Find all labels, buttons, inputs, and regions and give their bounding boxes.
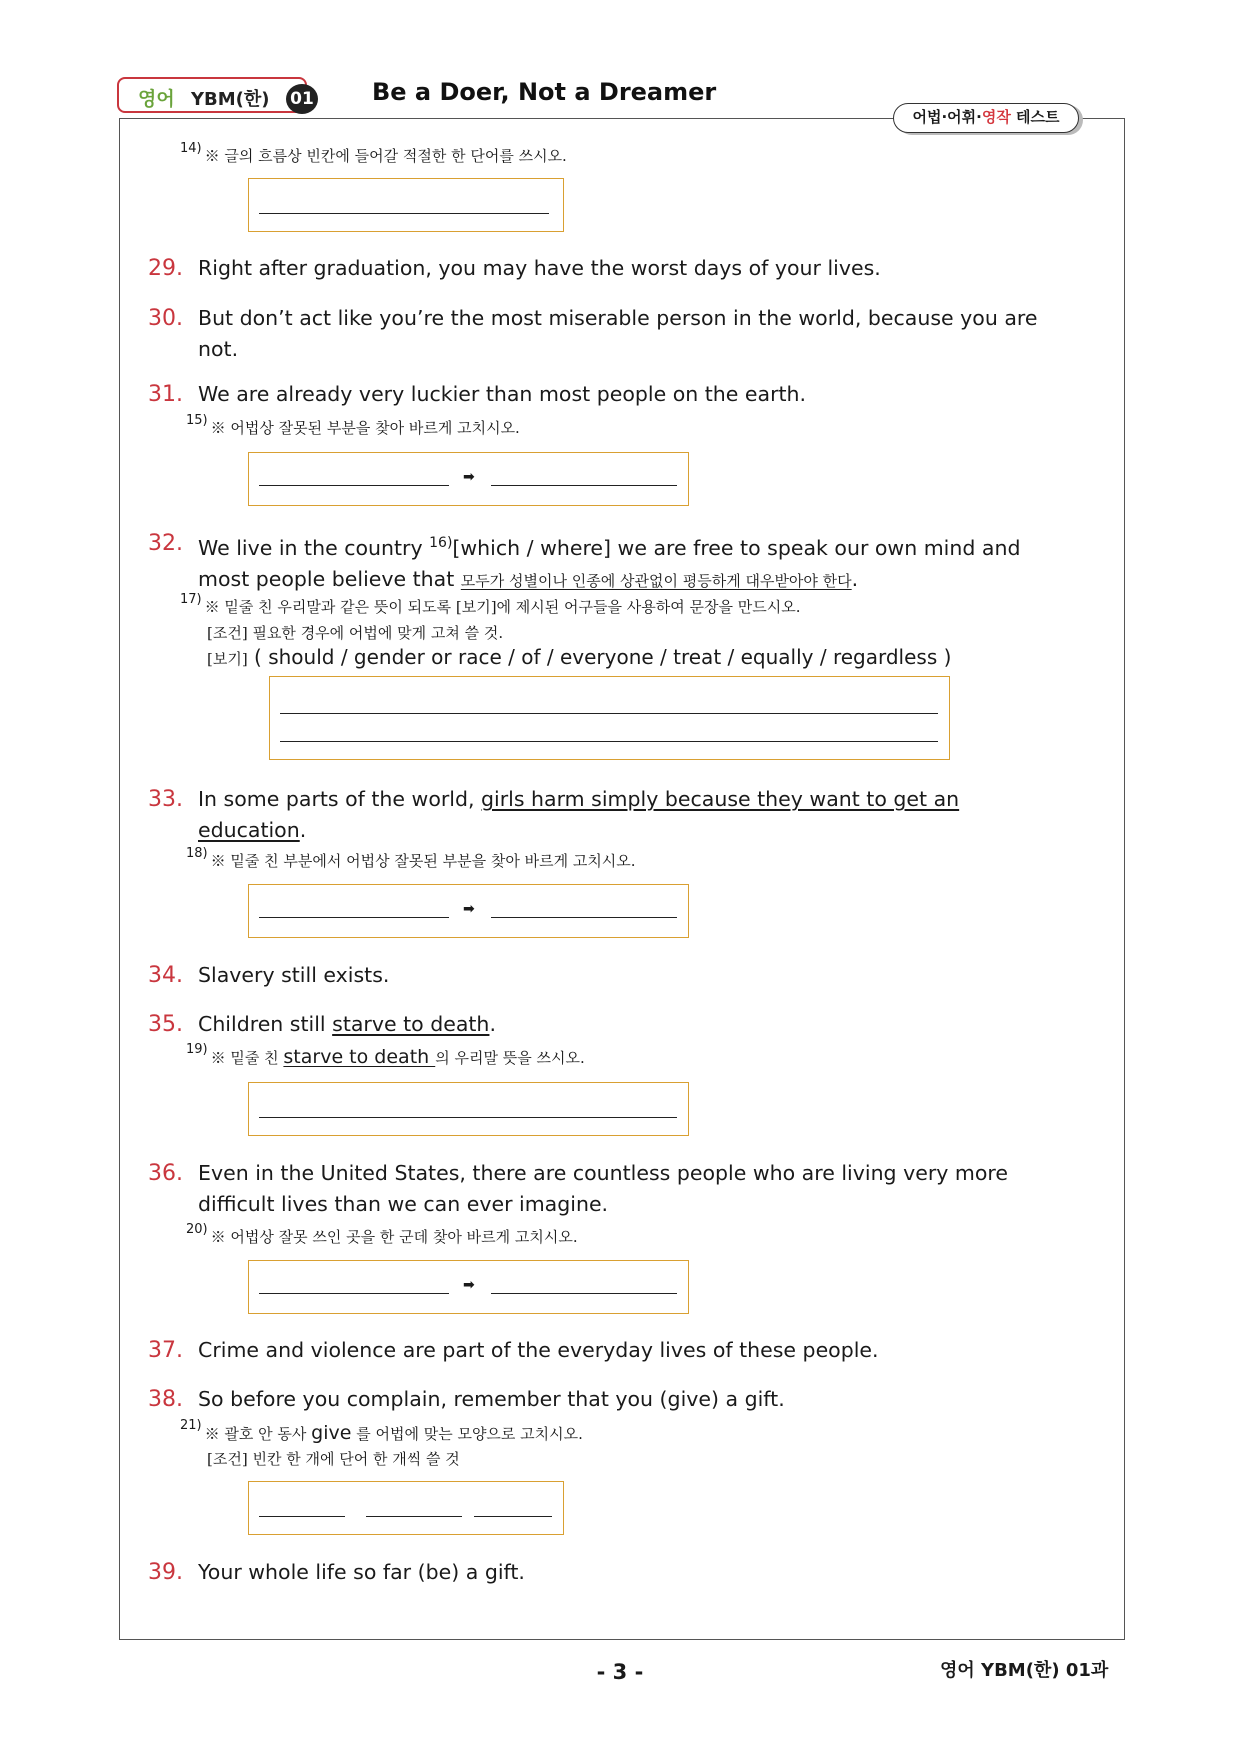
answer-box-19 [248,1082,689,1136]
subquestion-instruction: ※ 밑줄 친 우리말과 같은 뜻이 되도록 [보기]에 제시된 어구들을 사용하여 문장을 만드시오. [204,598,801,616]
subquestion-instruction: ※ 괄호 안 동사 [204,1425,312,1443]
question-text-part: [which / where] we are free to speak our own mind and [452,535,1021,560]
question-33 [148,784,1068,848]
question-text-part: . [489,1012,496,1036]
subquestion-20 [186,1222,578,1247]
question-35 [148,1009,1068,1041]
subject-badge [117,77,307,113]
target-verb: give [311,1422,352,1444]
question-text [198,303,1098,365]
subquestion-14 [180,141,567,166]
question-text-line [198,815,1098,846]
answer-blank-correct[interactable] [491,485,677,486]
subquestion-instruction: ※ 밑줄 친 부분에서 어법상 잘못된 부분을 찾아 바르게 고치시오. [210,852,636,870]
subquestion-instruction: 를 어법에 맞는 모양으로 고치시오. [351,1425,583,1443]
question-number: 29. [148,256,183,281]
underlined-text: starve to death [332,1012,490,1036]
question-text-part: . [851,566,859,591]
condition-21: [조건] 빈칸 한 개에 단어 한 개씩 쓸 것 [207,1450,460,1468]
answer-blank[interactable] [259,213,549,214]
answer-blank-wrong[interactable] [259,485,449,486]
question-text: Your whole life so far (be) a gift. [198,1560,525,1584]
question-29 [148,253,1068,285]
underlined-text: girls harm simply because they want to get an [481,787,960,811]
answer-blank-line2[interactable] [280,741,938,742]
answer-blank-correct[interactable] [491,1293,677,1294]
condition-17: [조건] 필요한 경우에 어법에 맞게 고쳐 쓸 것. [207,624,504,642]
question-text: We are already very luckier than most people on the earth. [198,382,807,406]
lesson-title: Be a Doer, Not a Dreamer [372,78,717,106]
subquestion-number: 15) [186,413,208,428]
answer-box-20 [248,1260,689,1314]
answer-blank-1[interactable] [259,1516,345,1517]
question-36 [148,1158,1068,1222]
underlined-korean: 모두가 성별이나 인종에 상관없이 평등하게 대우받아야 한다 [460,571,852,590]
question-text-part: most people believe that [198,566,461,591]
subquestion-number: 20) [186,1222,208,1237]
question-text: Crime and violence are part of the everyday lives of these people. [198,1338,879,1362]
answer-blank-wrong[interactable] [259,1293,449,1294]
question-38 [148,1384,1068,1416]
arrow-icon: ➡ [463,1277,475,1293]
badge-publisher: YBM(한) [191,89,270,110]
subquestion-17 [180,592,801,617]
question-text [198,528,1098,597]
bogi-17 [207,645,951,669]
answer-blank-wrong[interactable] [259,917,449,918]
question-text-line: difficult lives than we can ever imagine. [198,1192,609,1216]
subquestion-number: 21) [180,1418,202,1433]
page-number: - 3 - [596,1660,644,1684]
question-number: 30. [148,306,183,331]
answer-blank-line1[interactable] [280,713,938,714]
question-text: So before you complain, remember that you (give) a gift. [198,1387,785,1411]
question-30 [148,303,1068,367]
question-text-part: In some parts of the world, [198,787,482,811]
lesson-number-badge: 01 [286,84,318,114]
subquestion-instruction: ※ 어법상 잘못된 부분을 찾아 바르게 고치시오. [210,419,520,437]
question-number: 33. [148,787,183,812]
question-number: 32. [148,531,183,556]
question-text-part: Children still [198,1012,333,1036]
question-number: 36. [148,1161,183,1186]
question-number: 35. [148,1012,183,1037]
underlined-text: education [198,818,300,842]
question-text: Right after graduation, you may have the worst days of your lives. [198,256,881,280]
question-text [198,1009,1098,1040]
bogi-words: ( should / gender or race / of / everyone / treat / equally / regardless ) [247,645,952,669]
question-text [198,1158,1098,1220]
question-text [198,784,1098,846]
question-text-line [198,564,1098,597]
question-text-part: . [299,818,307,842]
subquestion-19 [186,1042,585,1068]
question-text-line: But don’t act like you’re the most miserable person in the world, because you are [198,306,1038,330]
answer-blank[interactable] [259,1117,677,1118]
answer-box-21 [248,1481,564,1535]
answer-box-18 [248,884,689,938]
underlined-phrase: starve to death [283,1046,436,1068]
answer-box-15 [248,452,689,506]
question-text-part: We live in the country [198,535,430,560]
badge-subject: 영어 [138,88,175,110]
question-text-line: Even in the United States, there are countless people who are living very more [198,1161,1009,1185]
test-type-tag [893,103,1079,133]
arrow-icon: ➡ [463,469,475,485]
subquestion-instruction: ※ 밑줄 친 [210,1049,284,1067]
question-text-line [198,528,1098,564]
question-32 [148,528,1068,592]
tag-suffix: 테스트 [1010,108,1060,126]
answer-box-17 [269,676,950,760]
subquestion-number: 19) [186,1042,208,1057]
subquestion-number: 18) [186,846,208,861]
tag-prefix: 어법·어휘· [912,108,982,126]
subquestion-instruction: 의 우리말 뜻을 쓰시오. [435,1049,585,1067]
question-39 [148,1557,1068,1589]
answer-blank-3[interactable] [474,1516,552,1517]
subquestion-18 [186,846,636,871]
question-number: 34. [148,963,183,988]
answer-blank-2[interactable] [366,1516,462,1517]
subquestion-ref: 16) [429,535,453,551]
question-number: 39. [148,1560,183,1585]
answer-box-14 [248,178,564,232]
footer-label: 영어 YBM(한) 01과 [940,1660,1109,1681]
answer-blank-correct[interactable] [491,917,677,918]
question-text-line [198,784,1098,815]
question-31 [148,379,1068,411]
subquestion-15 [186,413,520,438]
subquestion-instruction: ※ 어법상 잘못 쓰인 곳을 한 군데 찾아 바르게 고치시오. [210,1228,578,1246]
question-34 [148,960,1068,992]
question-37 [148,1335,1068,1367]
question-number: 37. [148,1338,183,1363]
question-number: 38. [148,1387,183,1412]
question-text-line: not. [198,337,239,361]
question-number: 31. [148,382,183,407]
subquestion-number: 14) [180,141,202,156]
bogi-label: [보기] [207,650,248,668]
subquestion-instruction: ※ 글의 흐름상 빈칸에 들어갈 적절한 한 단어를 쓰시오. [204,147,567,165]
subquestion-21 [180,1418,583,1444]
tag-highlight: 영작 [981,108,1011,126]
subquestion-number: 17) [180,592,202,607]
arrow-icon: ➡ [463,901,475,917]
question-text: Slavery still exists. [198,963,390,987]
